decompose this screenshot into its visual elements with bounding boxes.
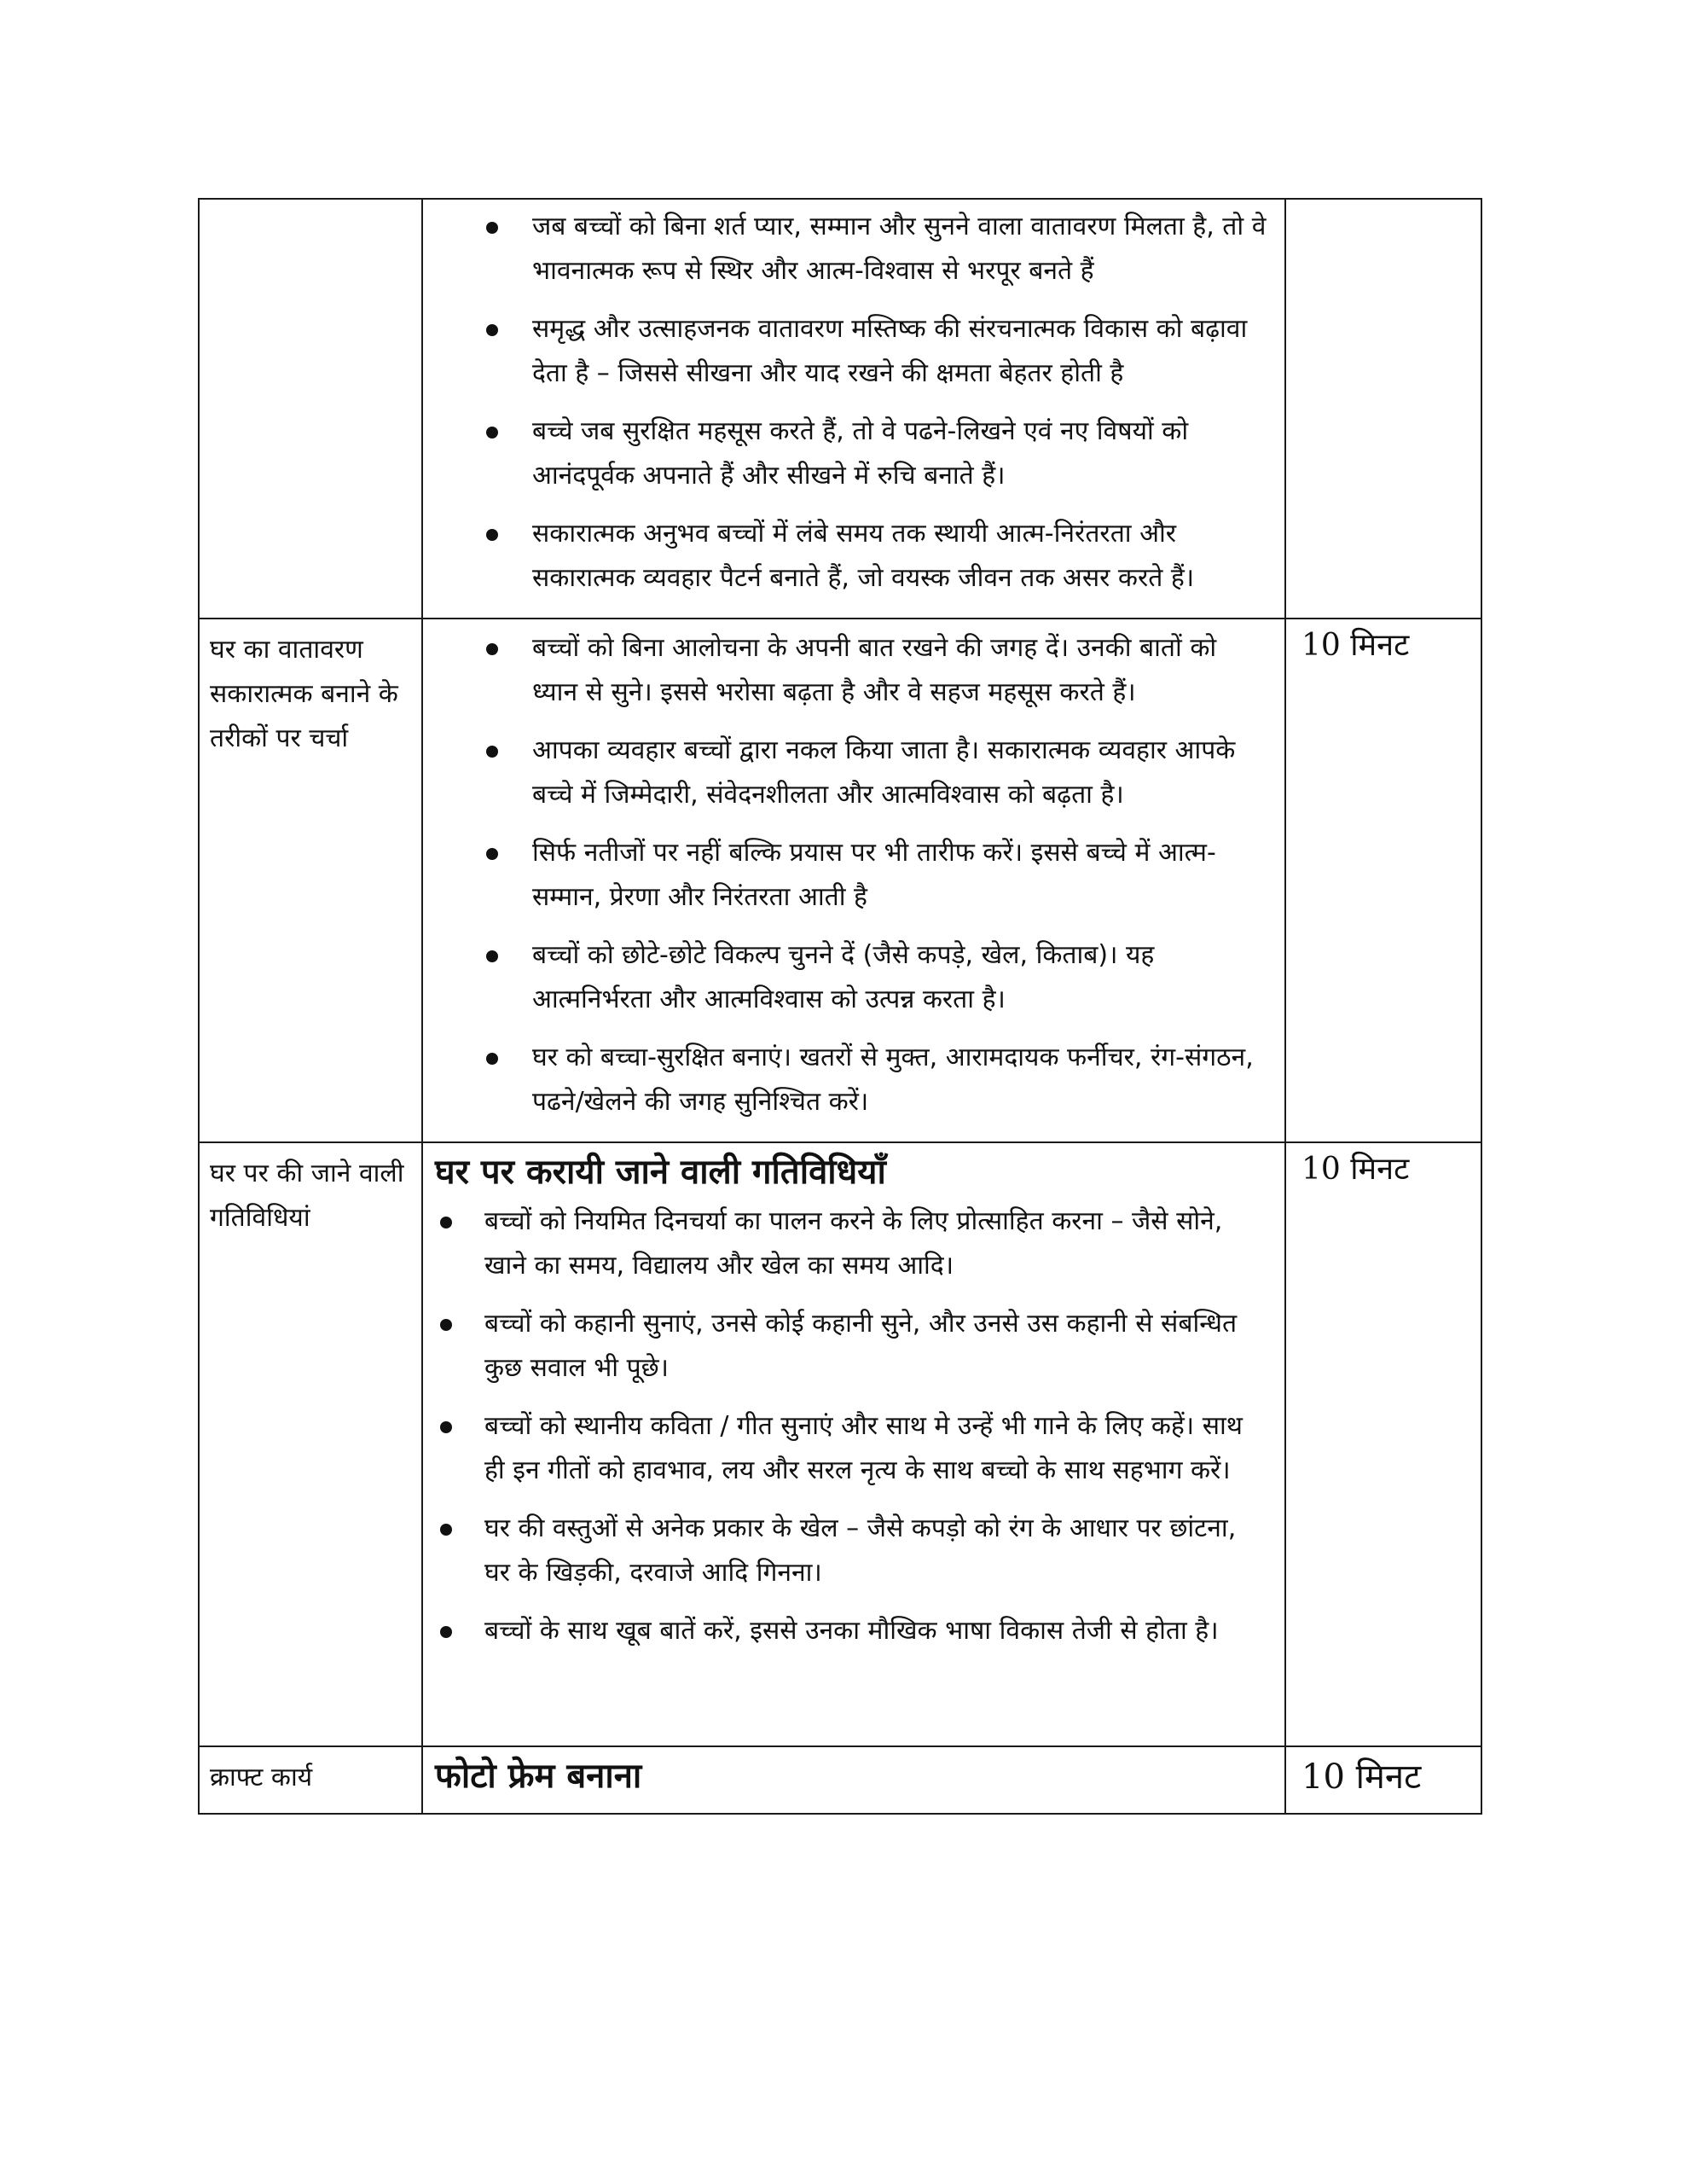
duration-cell	[1285, 199, 1481, 619]
bullet-icon	[486, 529, 498, 541]
topic-cell	[199, 199, 422, 619]
topic-text: घर पर की जाने वाली गतिविधियां	[210, 1159, 404, 1233]
bullet-icon	[486, 324, 498, 336]
duration-text: 10 मिनट	[1301, 1152, 1410, 1187]
list-item: जब बच्चों को बिना शर्त प्यार, सम्मान और सुनने वाला वातावरण मिलता है, तो वे भावनात्मक रूप से स्थिर और आत्म-विश्वास से भरपूर बनते हैं	[423, 205, 1267, 293]
bullet-icon	[440, 1421, 452, 1433]
bullet-icon	[486, 848, 498, 860]
bullet-icon	[440, 1524, 452, 1536]
list-item: घर को बच्चा-सुरक्षित बनाएं। खतरों से मुक्त, आरामदायक फर्नीचर, रंग-संगठन, पढने/खेलने की जगह सुनिश्चित करें।	[423, 1036, 1267, 1124]
bullet-list	[423, 1198, 1284, 1670]
topic-text	[200, 200, 421, 208]
bullet-icon	[440, 1319, 452, 1331]
bullet-icon	[486, 746, 498, 758]
topic-cell	[199, 1142, 422, 1746]
topic-text: क्राफ्ट कार्य	[210, 1763, 313, 1792]
duration-cell	[1285, 619, 1481, 1142]
bullet-list	[423, 619, 1284, 1141]
bullet-icon	[486, 222, 498, 234]
bullet-icon	[486, 427, 498, 439]
list-item: बच्चों के साथ खूब बातें करें, इससे उनका मौखिक भाषा विकास तेजी से होता है।	[423, 1609, 1267, 1653]
topic-text: घर का वातावरण सकारात्मक बनाने के तरीकों पर चर्चा	[210, 635, 398, 753]
section-heading: घर पर करायी जाने वाली गतिविधियाँ	[435, 1153, 886, 1192]
list-item: आपका व्यवहार बच्चों द्वारा नकल किया जाता है। सकारात्मक व्यवहार आपके बच्चे में जिम्मेदारी, संवेदनशीलता और आत्मविश्वास को बढ़ता है।	[423, 729, 1267, 817]
table-row	[199, 619, 1481, 1142]
list-item: बच्चों को कहानी सुनाएं, उनसे कोई कहानी सुने, और उनसे उस कहानी से संबन्धित कुछ सवाल भी पूछे।	[423, 1302, 1267, 1391]
list-item: घर की वस्तुओं से अनेक प्रकार के खेल – जैसे कपड़ो को रंग के आधार पर छांटना, घर के खिड़की, दरवाजे आदि गिनना।	[423, 1507, 1267, 1595]
content-cell	[422, 1746, 1285, 1814]
duration-text: 10 मिनट	[1301, 1757, 1422, 1797]
duration-cell	[1285, 1142, 1481, 1746]
duration-text	[1286, 200, 1481, 206]
table-row	[199, 1142, 1481, 1746]
bullet-icon	[440, 1217, 452, 1228]
content-cell	[422, 1142, 1285, 1746]
section-heading: फोटो फ्रेम बनाना	[435, 1757, 642, 1796]
list-item: बच्चे जब सुरक्षित महसूस करते हैं, तो वे पढने-लिखने एवं नए विषयों को आनंदपूर्वक अपनाते हैं और सीखने में रुचि बनाते हैं।	[423, 410, 1267, 498]
list-item: बच्चों को स्थानीय कविता / गीत सुनाएं और साथ मे उन्हें भी गाने के लिए कहें। साथ ही इन गीतों को हावभाव, लय और सरल नृत्य के साथ बच्चो के साथ सहभाग करें।	[423, 1404, 1267, 1493]
list-item: बच्चों को छोटे-छोटे विकल्प चुनने दें (जैसे कपड़े, खेल, किताब)। यह आत्मनिर्भरता और आत्मविश्वास को उत्पन्न करता है।	[423, 933, 1267, 1022]
table-row	[199, 199, 1481, 619]
bullet-list	[423, 200, 1284, 618]
list-item: सकारात्मक अनुभव बच्चों में लंबे समय तक स्थायी आत्म-निरंतरता और सकारात्मक व्यवहार पैटर्न बनाते हैं, जो वयस्क जीवन तक असर करते हैं।	[423, 512, 1267, 601]
content-cell	[422, 619, 1285, 1142]
duration-text: 10 मिनट	[1301, 628, 1410, 663]
topic-cell	[199, 619, 422, 1142]
bullet-icon	[486, 1053, 498, 1065]
bullet-icon	[440, 1626, 452, 1638]
topic-cell	[199, 1746, 422, 1814]
duration-cell	[1285, 1746, 1481, 1814]
list-item: बच्चों को बिना आलोचना के अपनी बात रखने की जगह दें। उनकी बातों को ध्यान से सुने। इससे भरोसा बढ़ता है और वे सहज महसूस करते हैं।	[423, 626, 1267, 715]
activity-plan-table	[198, 198, 1482, 1815]
bullet-icon	[486, 950, 498, 962]
list-item: सिर्फ नतीजों पर नहीं बल्कि प्रयास पर भी तारीफ करें। इससे बच्चे में आत्म-सम्मान, प्रेरणा और निरंतरता आती है	[423, 831, 1267, 920]
list-item: बच्चों को नियमित दिनचर्या का पालन करने के लिए प्रोत्साहित करना – जैसे सोने, खाने का समय, विद्यालय और खेल का समय आदि।	[423, 1199, 1267, 1288]
table-row	[199, 1746, 1481, 1814]
bullet-icon	[486, 643, 498, 655]
content-cell	[422, 199, 1285, 619]
list-item: समृद्ध और उत्साहजनक वातावरण मस्तिष्क की संरचनात्मक विकास को बढ़ावा देता है – जिससे सीखना और याद रखने की क्षमता बेहतर होती है	[423, 307, 1267, 396]
